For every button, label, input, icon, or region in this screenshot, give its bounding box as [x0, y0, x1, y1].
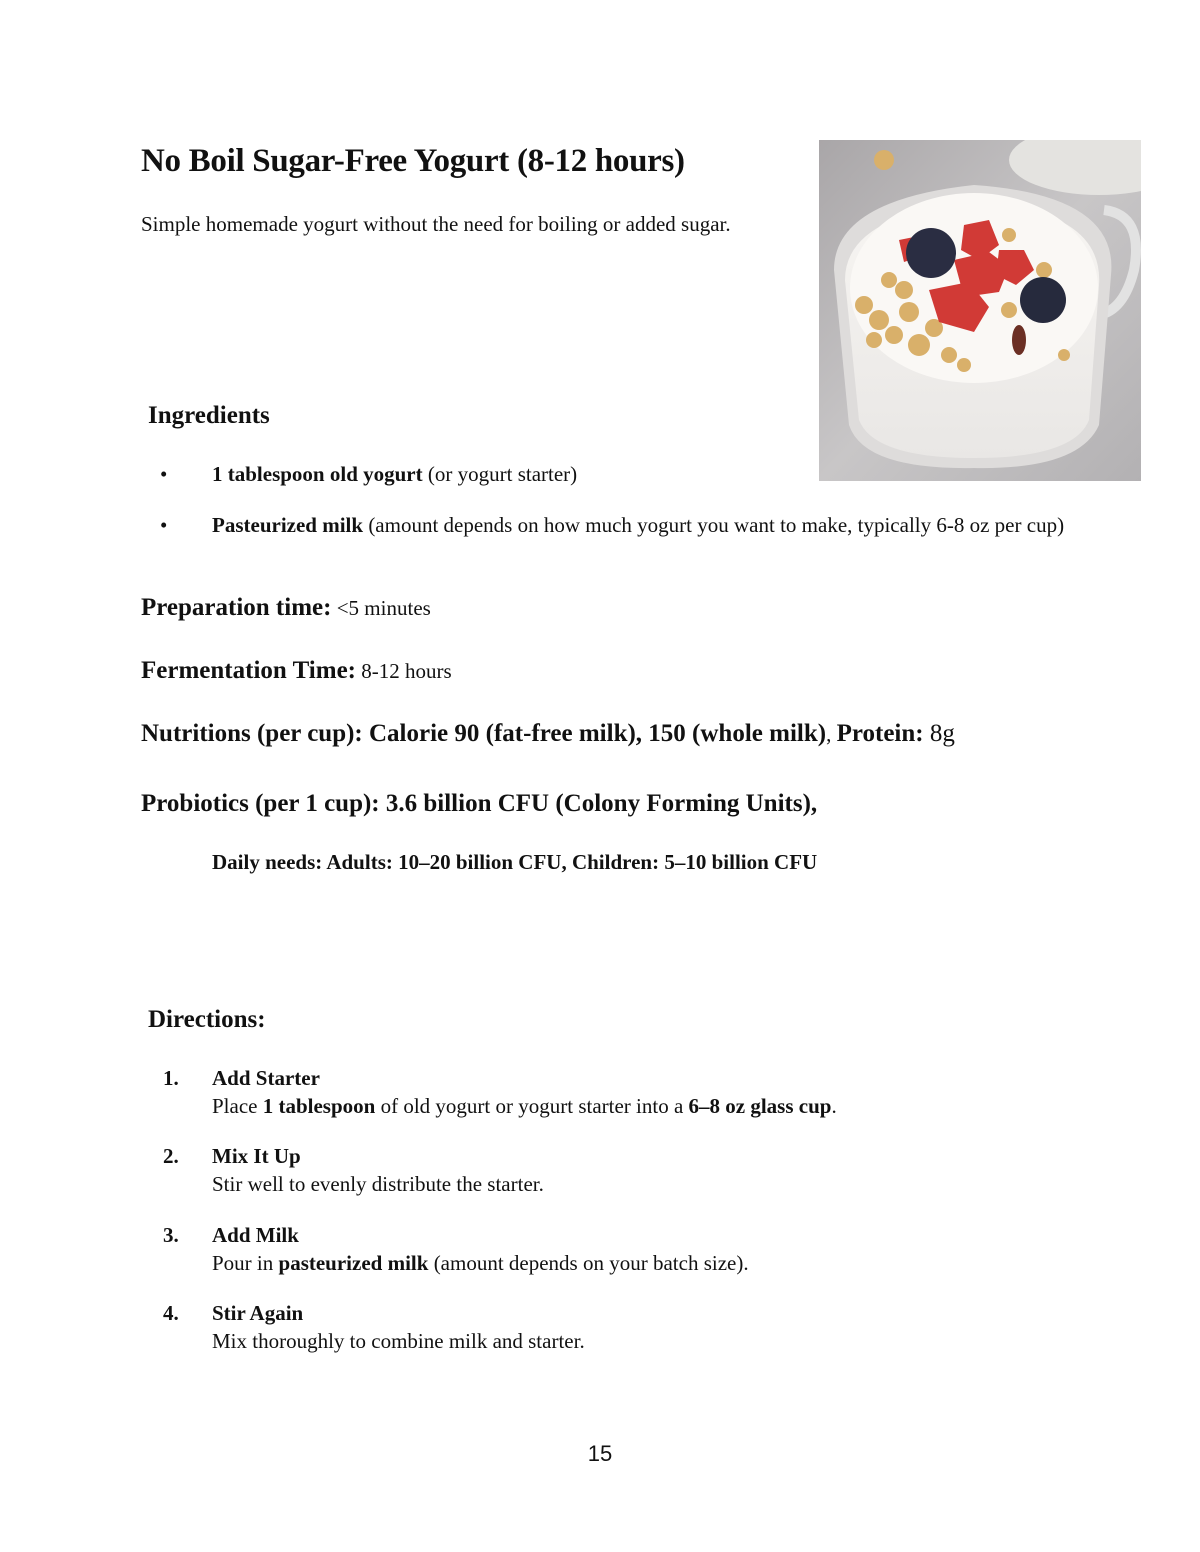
- step-text: Mix thoroughly to combine milk and starter.: [212, 1329, 585, 1353]
- step-title: Mix It Up: [212, 1144, 301, 1168]
- fermentation-time: [141, 657, 452, 685]
- step-text: Place 1 tablespoon of old yogurt or yogurt starter into a 6–8 oz glass cup.: [212, 1094, 837, 1118]
- prep-time-label: Preparation time:: [141, 594, 332, 621]
- ingredients-heading: Ingredients: [148, 402, 270, 429]
- probiotics-info: Probiotics (per 1 cup): 3.6 billion CFU (Colony Forming Units),: [141, 790, 818, 817]
- ingredient-note: (amount depends on how much yogurt you want to make, typically 6-8 oz per cup): [363, 513, 1065, 537]
- step-text: Pour in pasteurized milk (amount depends on your batch size).: [212, 1251, 749, 1275]
- step-title: Stir Again: [212, 1301, 304, 1325]
- nutrition-info: [141, 720, 955, 748]
- recipe-description: Simple homemade yogurt without the need for boiling or added sugar.: [141, 212, 731, 236]
- step-title: Add Milk: [212, 1223, 299, 1247]
- protein-label: Protein:: [836, 720, 924, 747]
- step-number: 3.: [163, 1223, 179, 1247]
- yogurt-photo: [819, 140, 1141, 481]
- nutrition-label: Nutritions (per cup): Calorie 90 (fat-free milk), 150 (whole milk): [141, 720, 827, 747]
- ingredient-name: Pasteurized milk: [212, 513, 364, 537]
- step-number: 2.: [163, 1144, 179, 1168]
- bullet-icon: •: [160, 513, 168, 537]
- step-text: Stir well to evenly distribute the starter.: [212, 1172, 544, 1196]
- step-number: 4.: [163, 1301, 179, 1325]
- ingredient-name: 1 tablespoon old yogurt: [212, 462, 423, 486]
- ingredient-note: (or yogurt starter): [422, 462, 578, 486]
- protein-value: 8g: [923, 720, 955, 747]
- daily-needs: Daily needs: Adults: 10–20 billion CFU, Children: 5–10 billion CFU: [212, 850, 818, 874]
- separator: ,: [826, 722, 837, 746]
- recipe-title: No Boil Sugar-Free Yogurt (8-12 hours): [141, 143, 685, 179]
- step-number: 1.: [163, 1066, 179, 1090]
- prep-time: [141, 594, 431, 622]
- bullet-icon: •: [160, 462, 168, 486]
- step-title: Add Starter: [212, 1066, 320, 1090]
- fermentation-value: 8-12 hours: [356, 659, 452, 683]
- fermentation-label: Fermentation Time:: [141, 657, 357, 684]
- directions-heading: Directions:: [148, 1006, 266, 1033]
- page-number: 15: [587, 1441, 613, 1466]
- prep-time-value: <5 minutes: [331, 596, 431, 620]
